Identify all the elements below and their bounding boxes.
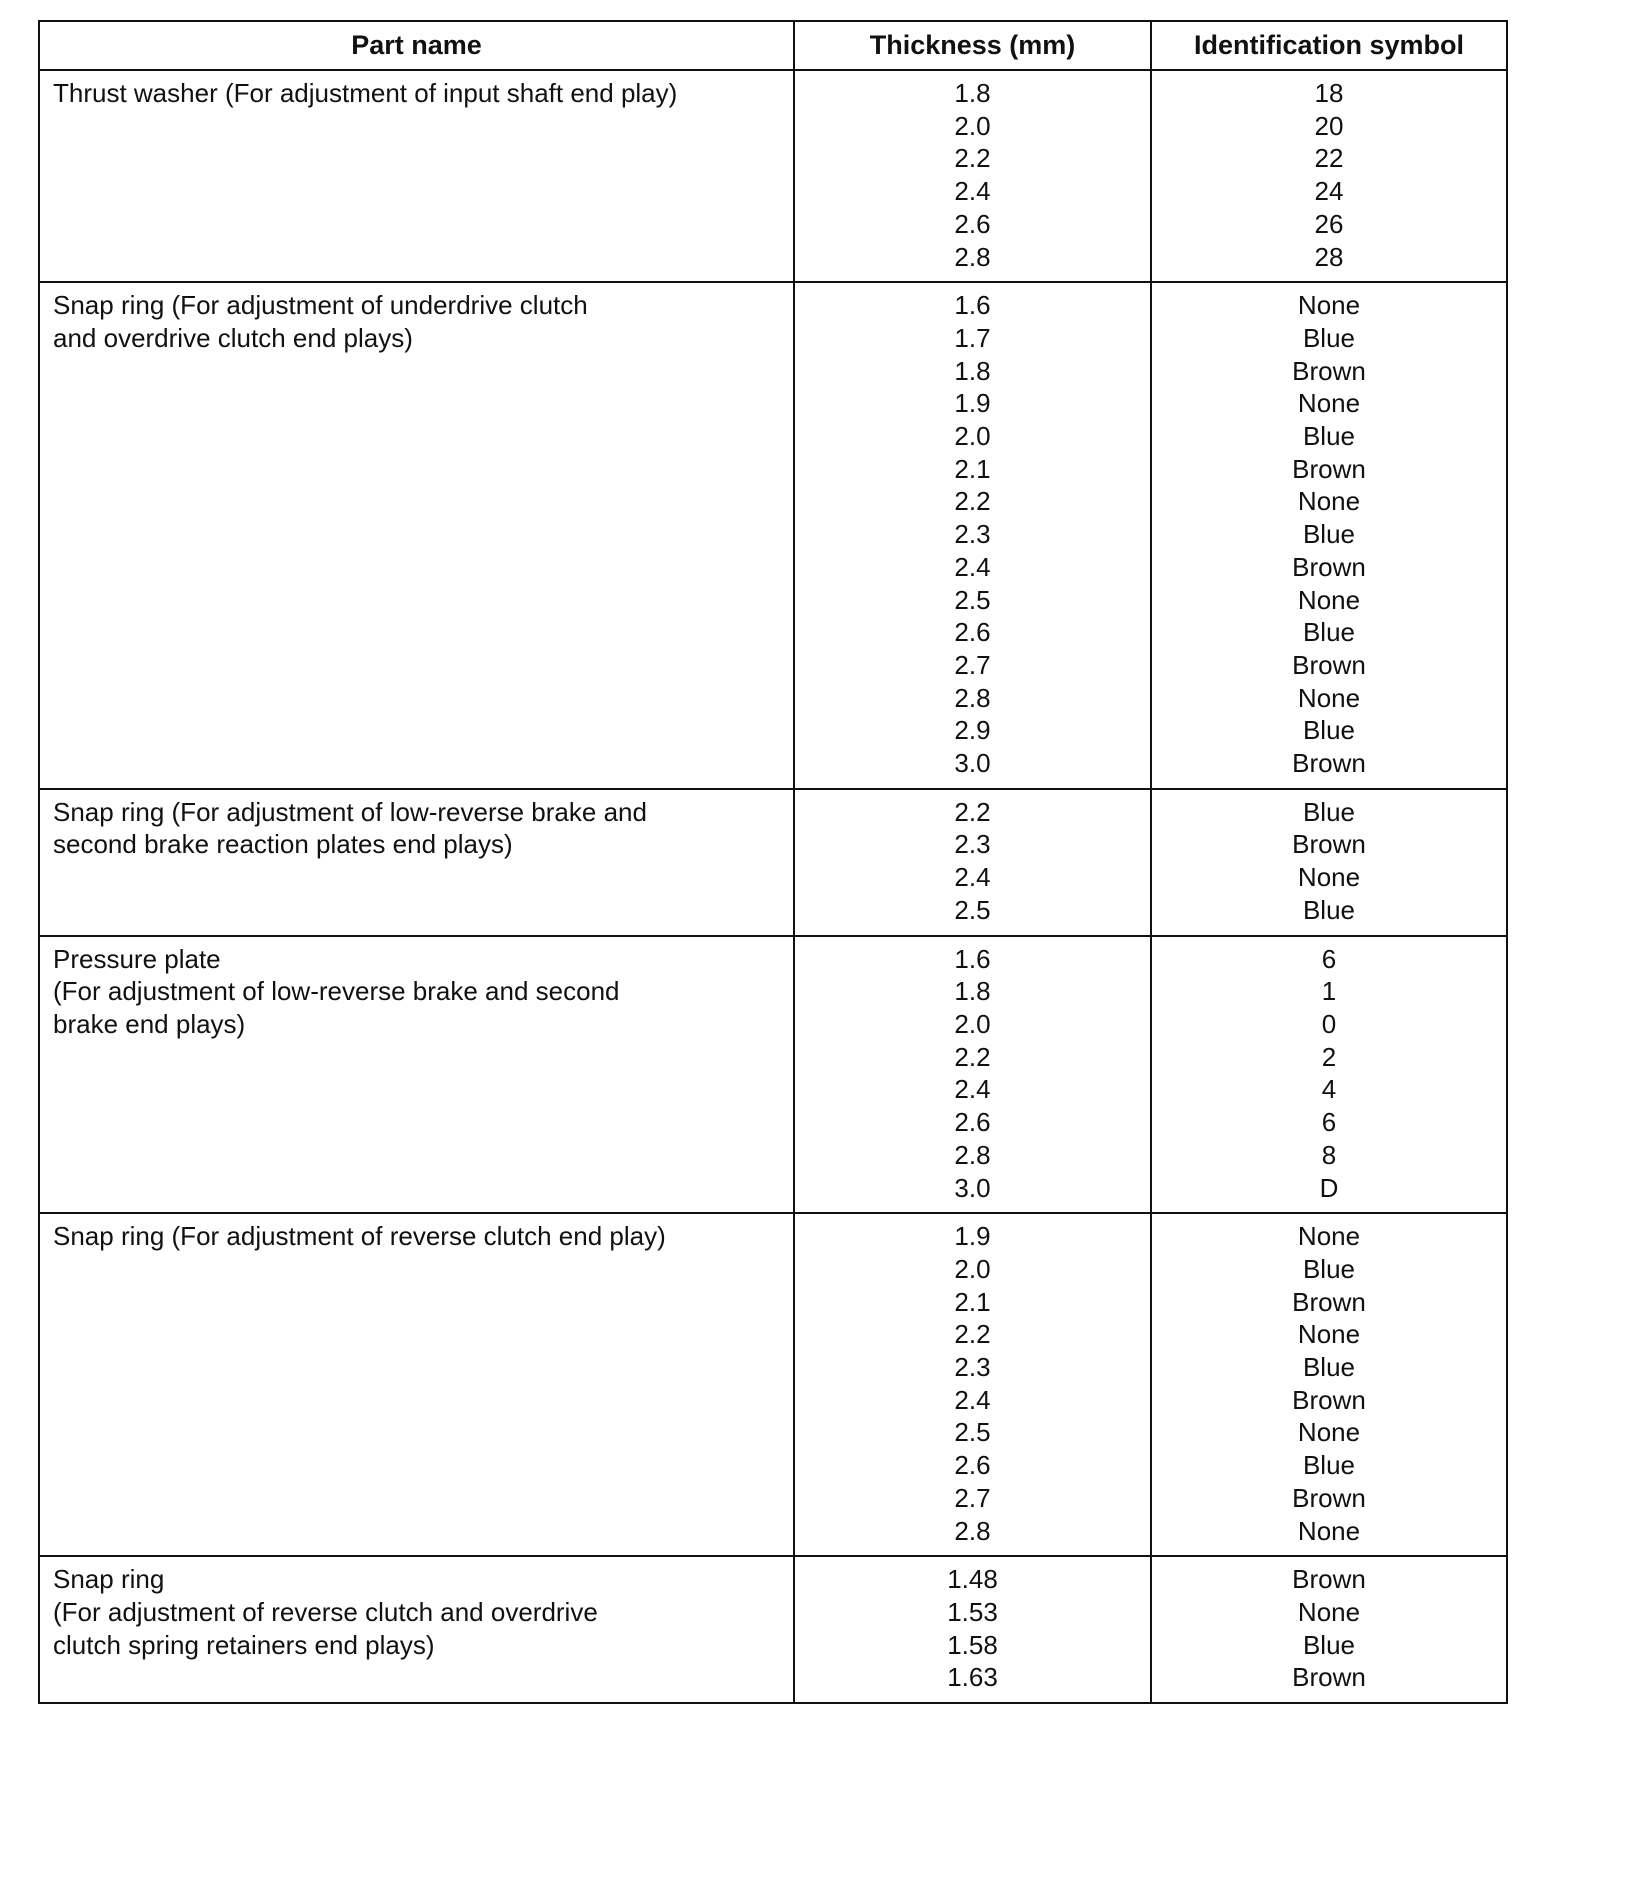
identification-symbol-value: 6	[1321, 943, 1337, 974]
thickness-value: 2.0	[954, 1253, 991, 1284]
identification-symbol-value: Blue	[1302, 894, 1356, 925]
header-thickness: Thickness (mm)	[794, 21, 1151, 70]
thickness-value: 2.6	[954, 1107, 991, 1138]
thickness-value: 3.0	[954, 1172, 991, 1203]
identification-symbol-value: None	[1297, 486, 1361, 517]
identification-symbol-value: 6	[1321, 1107, 1337, 1138]
identification-symbol-value: None	[1297, 584, 1361, 615]
table-row	[39, 282, 1507, 789]
identification-symbol-value: Blue	[1302, 617, 1356, 648]
table-row	[39, 1556, 1507, 1703]
part-name-line: Snap ring (For adjustment of underdrive clutch	[53, 290, 588, 321]
thickness-value: 2.3	[954, 1352, 991, 1383]
identification-symbol-value: 2	[1321, 1041, 1337, 1072]
thickness-value: 2.2	[954, 143, 991, 174]
table-row	[39, 70, 1507, 282]
part-name-cell	[39, 282, 794, 789]
identification-symbol-value: 24	[1314, 176, 1344, 207]
identification-symbol-value: None	[1297, 1417, 1361, 1448]
part-name-cell	[39, 936, 794, 1214]
thickness-value: 1.58	[947, 1629, 998, 1660]
identification-symbol-value: Brown	[1292, 1482, 1366, 1513]
thickness-value: 2.4	[954, 1384, 991, 1415]
identification-symbol-value: Blue	[1302, 715, 1356, 746]
identification-symbol-value: None	[1297, 1515, 1361, 1546]
thickness-value: 2.0	[954, 1008, 991, 1039]
part-name-line: Snap ring	[53, 1564, 165, 1595]
identification-symbol-value: Brown	[1292, 748, 1366, 779]
part-name-line: (For adjustment of low-reverse brake and second	[53, 976, 620, 1007]
thickness-value: 2.6	[954, 208, 991, 239]
identification-symbol-cell	[1151, 936, 1507, 1214]
identification-symbol-value: Blue	[1302, 1352, 1356, 1383]
thickness-value: 2.4	[954, 862, 991, 893]
specification-table	[38, 20, 1508, 1704]
identification-symbol-value: Blue	[1302, 1629, 1356, 1660]
identification-symbol-value: Blue	[1302, 796, 1356, 827]
table-row	[39, 936, 1507, 1214]
identification-symbol-value: Blue	[1302, 1450, 1356, 1481]
identification-symbol-value: Brown	[1292, 1286, 1366, 1317]
identification-symbol-value: None	[1297, 388, 1361, 419]
thickness-value: 1.48	[947, 1564, 998, 1595]
thickness-value: 3.0	[954, 748, 991, 779]
header-row	[39, 21, 1507, 70]
identification-symbol-value: Brown	[1292, 355, 1366, 386]
identification-symbol-cell	[1151, 282, 1507, 789]
thickness-value: 1.6	[954, 290, 991, 321]
thickness-value: 2.3	[954, 829, 991, 860]
part-name-line: Snap ring (For adjustment of low-reverse brake and	[53, 796, 647, 827]
thickness-value: 1.6	[954, 943, 991, 974]
identification-symbol-value: None	[1297, 290, 1361, 321]
identification-symbol-value: Blue	[1302, 322, 1356, 353]
identification-symbol-value: 8	[1321, 1139, 1337, 1170]
identification-symbol-value: Brown	[1292, 551, 1366, 582]
thickness-value: 2.5	[954, 894, 991, 925]
thickness-value: 2.4	[954, 176, 991, 207]
identification-symbol-cell	[1151, 789, 1507, 936]
thickness-value: 2.7	[954, 1482, 991, 1513]
part-name-line: (For adjustment of reverse clutch and overdrive	[53, 1596, 598, 1627]
identification-symbol-value: Blue	[1302, 421, 1356, 452]
thickness-cell	[794, 70, 1151, 282]
thickness-value: 1.63	[947, 1662, 998, 1693]
identification-symbol-value: None	[1297, 862, 1361, 893]
thickness-value: 2.7	[954, 649, 991, 680]
identification-symbol-value: Brown	[1292, 1564, 1366, 1595]
thickness-value: 2.8	[954, 1515, 991, 1546]
table-body	[39, 70, 1507, 1703]
thickness-value: 1.8	[954, 78, 991, 108]
thickness-value: 1.7	[954, 322, 991, 353]
thickness-value: 2.2	[954, 796, 991, 827]
thickness-value: 2.8	[954, 1139, 991, 1170]
identification-symbol-value: 22	[1314, 143, 1344, 174]
thickness-value: 2.8	[954, 241, 991, 272]
identification-symbol-value: None	[1297, 1319, 1361, 1350]
thickness-value: 2.1	[954, 453, 991, 484]
part-name-line: Snap ring (For adjustment of reverse clutch end play)	[53, 1221, 666, 1252]
thickness-value: 2.5	[954, 584, 991, 615]
thickness-value: 2.6	[954, 1450, 991, 1481]
thickness-cell	[794, 936, 1151, 1214]
thickness-value: 2.1	[954, 1286, 991, 1317]
identification-symbol-cell	[1151, 70, 1507, 282]
part-name-line: brake end plays)	[53, 1008, 246, 1039]
identification-symbol-value: None	[1297, 1596, 1361, 1627]
identification-symbol-value: 28	[1314, 241, 1344, 272]
part-name-line: and overdrive clutch end plays)	[53, 322, 413, 353]
table-row	[39, 789, 1507, 936]
identification-symbol-cell	[1151, 1556, 1507, 1703]
part-name-cell	[39, 1556, 794, 1703]
thickness-value: 2.4	[954, 1074, 991, 1105]
part-name-line: Pressure plate	[53, 943, 221, 974]
thickness-cell	[794, 789, 1151, 936]
thickness-value: 2.9	[954, 715, 991, 746]
thickness-value: 2.0	[954, 110, 991, 141]
part-name-cell	[39, 70, 794, 282]
thickness-value: 2.2	[954, 1319, 991, 1350]
part-name-cell	[39, 789, 794, 936]
identification-symbol-value: 26	[1314, 208, 1344, 239]
thickness-value: 1.53	[947, 1596, 998, 1627]
part-name-line: second brake reaction plates end plays)	[53, 829, 513, 860]
header-identification-symbol: Identification symbol	[1151, 21, 1507, 70]
thickness-value: 2.5	[954, 1417, 991, 1448]
identification-symbol-value: Brown	[1292, 1384, 1366, 1415]
thickness-value: 2.0	[954, 421, 991, 452]
thickness-cell	[794, 1213, 1151, 1556]
part-name-cell	[39, 1213, 794, 1556]
part-name-line: Thrust washer (For adjustment of input shaft end play)	[53, 78, 678, 108]
table-row	[39, 1213, 1507, 1556]
thickness-cell	[794, 282, 1151, 789]
identification-symbol-value: 1	[1321, 976, 1337, 1007]
thickness-value: 1.8	[954, 355, 991, 386]
thickness-value: 1.8	[954, 976, 991, 1007]
thickness-value: 2.2	[954, 1041, 991, 1072]
identification-symbol-value: 4	[1321, 1074, 1337, 1105]
identification-symbol-cell	[1151, 1213, 1507, 1556]
identification-symbol-value: Brown	[1292, 1662, 1366, 1693]
thickness-value: 2.3	[954, 519, 991, 550]
identification-symbol-value: 20	[1314, 110, 1344, 141]
part-name-line: clutch spring retainers end plays)	[53, 1629, 435, 1660]
header-part-name: Part name	[39, 21, 794, 70]
thickness-value: 2.6	[954, 617, 991, 648]
thickness-cell	[794, 1556, 1151, 1703]
identification-symbol-value: 0	[1321, 1008, 1337, 1039]
identification-symbol-value: D	[1319, 1172, 1339, 1203]
table-header	[39, 21, 1507, 70]
identification-symbol-value: None	[1297, 682, 1361, 713]
thickness-value: 2.2	[954, 486, 991, 517]
identification-symbol-value: Brown	[1292, 649, 1366, 680]
identification-symbol-value: None	[1297, 1221, 1361, 1252]
thickness-value: 2.4	[954, 551, 991, 582]
identification-symbol-value: Brown	[1292, 829, 1366, 860]
identification-symbol-value: Blue	[1302, 519, 1356, 550]
thickness-value: 1.9	[954, 1221, 991, 1252]
thickness-value: 2.8	[954, 682, 991, 713]
identification-symbol-value: Blue	[1302, 1253, 1356, 1284]
identification-symbol-value: Brown	[1292, 453, 1366, 484]
thickness-value: 1.9	[954, 388, 991, 419]
identification-symbol-value: 18	[1314, 78, 1344, 108]
